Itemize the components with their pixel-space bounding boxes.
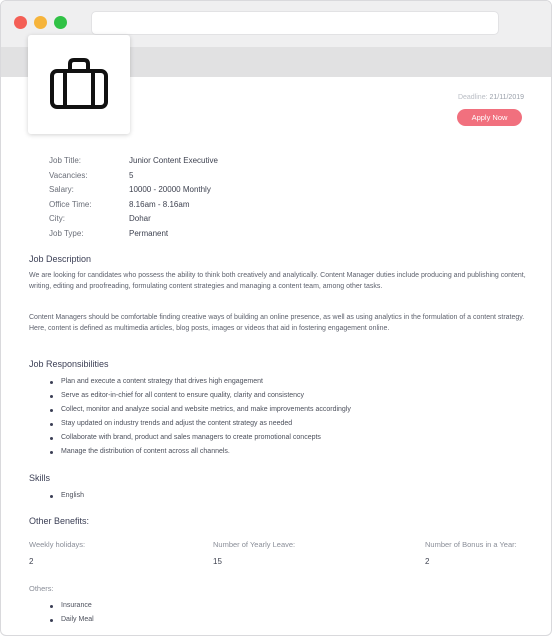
- skills-title: Skills: [29, 473, 51, 483]
- info-row-salary: [49, 183, 218, 198]
- info-value: 5: [129, 170, 134, 180]
- job-info-list: [49, 154, 218, 241]
- deadline-label: Deadline:: [457, 94, 488, 101]
- info-label: Vacancies:: [49, 170, 88, 180]
- address-bar[interactable]: [91, 11, 499, 35]
- skills-list: [49, 489, 84, 503]
- weekly-holidays-label: Weekly holidays:: [29, 540, 86, 549]
- info-label: City:: [49, 214, 65, 223]
- job-responsibilities-title: Job Responsibilities: [29, 359, 109, 369]
- responsibilities-list: [49, 375, 351, 459]
- info-value: 10000 - 20000 Monthly: [129, 185, 211, 194]
- info-label: Salary:: [49, 185, 74, 194]
- yearly-leave-label: Number of Yearly Leave:: [213, 540, 296, 549]
- close-window-button[interactable]: [14, 16, 27, 29]
- company-logo: [28, 35, 130, 134]
- info-row-city: [49, 212, 218, 227]
- others-label: Others:: [29, 584, 54, 593]
- info-label: Job Type:: [49, 228, 84, 238]
- info-row-office-time: [49, 198, 218, 213]
- yearly-leave-value: 15: [213, 557, 222, 566]
- list-item: Collaborate with brand, product and sales managers to create promotional concepts: [49, 431, 351, 445]
- others-list: [49, 599, 94, 627]
- info-value: Permanent: [129, 228, 169, 238]
- maximize-window-button[interactable]: [54, 16, 67, 29]
- list-item: Plan and execute a content strategy that drives high engagement: [49, 375, 351, 389]
- job-description-paragraph: Content Managers should be comfortable finding creative ways of building an online presence, as well as using analytics in the formulation of a content strategy. Here, content is defined as multimedia articles, blog posts, images or videos that aid in fostering engagement online.: [29, 314, 525, 332]
- briefcase-icon: [48, 55, 110, 113]
- list-item: Serve as editor-in-chief for all content to ensure quality, clarity and consistency: [49, 389, 351, 403]
- minimize-window-button[interactable]: [34, 16, 47, 29]
- list-item: Daily Meal: [49, 613, 94, 627]
- job-description-title: Job Description: [29, 254, 92, 264]
- list-item: Insurance: [49, 599, 94, 613]
- info-value: Junior Content Executive: [129, 156, 218, 165]
- other-benefits-title: Other Benefits:: [29, 516, 90, 526]
- info-row-job-title: [49, 154, 218, 169]
- list-item: Collect, monitor and analyze social and website metrics, and make improvements accordingly: [49, 403, 351, 417]
- list-item: Manage the distribution of content across all channels.: [49, 445, 351, 459]
- bonus-label: Number of Bonus in a Year:: [425, 540, 517, 549]
- list-item: English: [49, 489, 84, 503]
- list-item: Stay updated on industry trends and adjust the content strategy as needed: [49, 417, 351, 431]
- deadline-value: 21/11/2019: [489, 94, 524, 101]
- info-row-job-type: [49, 227, 218, 242]
- bonus-value: 2: [425, 557, 430, 566]
- info-label: Job Title:: [49, 156, 82, 165]
- job-description-paragraph: We are looking for candidates who possess the ability to think both creatively and analytically. Content Manager duties include producing and publishing content, writing, editing and proofreading, formulating content strategies and managing a content team, among other tasks.: [29, 272, 526, 290]
- deadline: [458, 94, 524, 101]
- info-value: Dohar: [129, 214, 151, 223]
- info-value: 8.16am - 8.16am: [129, 199, 190, 209]
- info-label: Office Time:: [49, 199, 92, 209]
- apply-now-button[interactable]: Apply Now: [457, 109, 522, 126]
- info-row-vacancies: [49, 169, 218, 184]
- weekly-holidays-value: 2: [29, 557, 34, 566]
